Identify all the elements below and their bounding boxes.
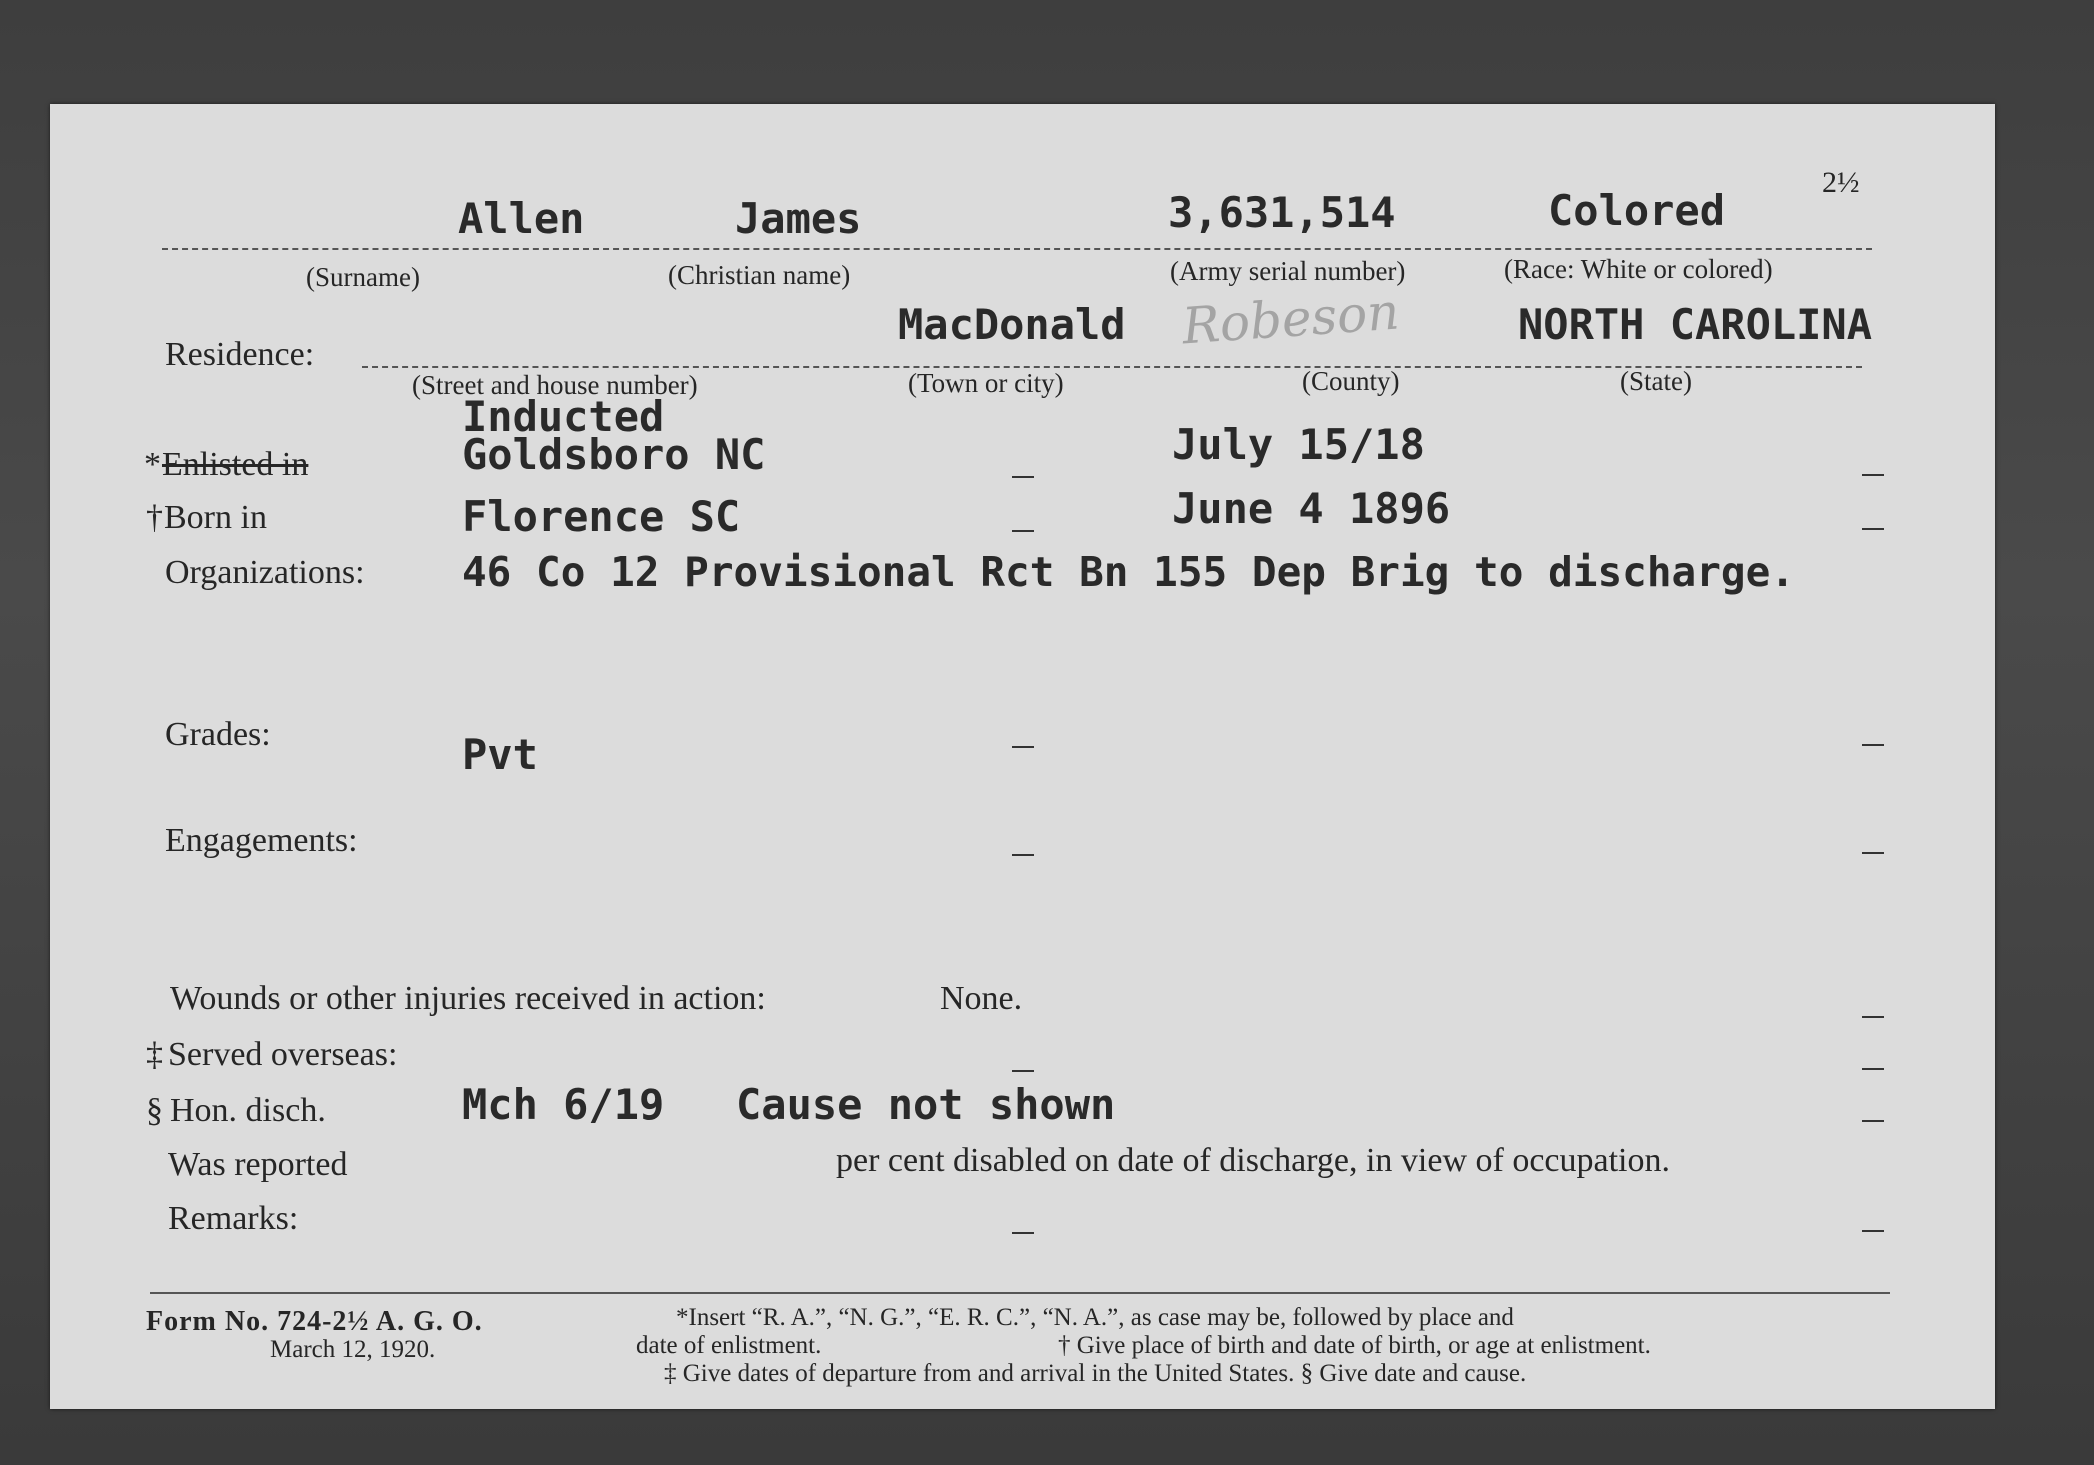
remarks-label: Remarks: bbox=[168, 1200, 299, 1237]
remarks-dash bbox=[1012, 1232, 1034, 1234]
grades-label: Grades: bbox=[165, 716, 271, 753]
form-number: Form No. 724-2½ A. G. O. bbox=[146, 1306, 483, 1337]
born-dash bbox=[1012, 530, 1034, 532]
reported-text: per cent disabled on date of discharge, in view of occupation. bbox=[836, 1142, 1670, 1179]
discharge-end-dash bbox=[1862, 1120, 1884, 1122]
reported-label: Was reported bbox=[168, 1146, 348, 1183]
residence-town-value: MacDonald bbox=[898, 300, 1126, 349]
footnote-birth: † Give place of birth and date of birth, or age at enlistment. bbox=[1058, 1332, 1651, 1359]
enlisted-end-dash bbox=[1862, 474, 1884, 476]
born-end-dash bbox=[1862, 528, 1884, 530]
footer-rule bbox=[150, 1292, 1890, 1294]
race-value: Colored bbox=[1548, 186, 1726, 235]
organizations-value: 46 Co 12 Provisional Rct Bn 155 Dep Brig to discharge. bbox=[462, 548, 1795, 596]
enlisted-dash bbox=[1012, 476, 1034, 478]
enlisted-marker: * bbox=[144, 446, 161, 483]
form-date: March 12, 1920. bbox=[270, 1336, 436, 1363]
service-record-card bbox=[50, 104, 1995, 1409]
born-date-value: June 4 1896 bbox=[1172, 484, 1451, 533]
state-caption: (State) bbox=[1620, 366, 1692, 396]
organizations-label: Organizations: bbox=[165, 554, 365, 591]
discharge-cause-value: Cause not shown bbox=[736, 1080, 1116, 1129]
serial-number-caption: (Army serial number) bbox=[1170, 256, 1406, 286]
wounds-end-dash bbox=[1862, 1016, 1884, 1018]
surname-caption: (Surname) bbox=[306, 262, 420, 292]
grades-value: Pvt bbox=[462, 730, 538, 779]
christian-name-value: James bbox=[735, 194, 862, 243]
surname-value: Allen bbox=[458, 194, 585, 243]
born-marker: † bbox=[146, 499, 163, 536]
enlisted-date-value: July 15/18 bbox=[1172, 420, 1425, 469]
christian-name-caption: (Christian name) bbox=[668, 260, 851, 290]
enlisted-place-value: Goldsboro NC bbox=[462, 430, 766, 479]
born-label: Born in bbox=[164, 499, 267, 536]
town-caption: (Town or city) bbox=[908, 368, 1064, 398]
street-caption: (Street and house number) bbox=[412, 370, 698, 400]
discharge-label: Hon. disch. bbox=[170, 1092, 326, 1129]
overseas-dash bbox=[1012, 1070, 1034, 1072]
overseas-label: Served overseas: bbox=[168, 1036, 398, 1073]
wounds-label: Wounds or other injuries received in action: bbox=[170, 980, 766, 1017]
footnote-enlistment-cont: date of enlistment. bbox=[636, 1332, 822, 1359]
residence-county-handwritten: Robeson bbox=[1180, 282, 1402, 356]
residence-label: Residence: bbox=[165, 336, 315, 373]
footnote-overseas-discharge: ‡ Give dates of departure from and arrival in the United States. § Give date and cause. bbox=[664, 1360, 1527, 1387]
engagements-dash bbox=[1012, 854, 1034, 856]
county-caption: (County) bbox=[1302, 366, 1400, 396]
engagements-label: Engagements: bbox=[165, 822, 358, 859]
overseas-end-dash bbox=[1862, 1068, 1884, 1070]
discharge-date-value: Mch 6/19 bbox=[462, 1080, 665, 1129]
grades-end-dash bbox=[1862, 744, 1884, 746]
enlisted-label-struck: Enlisted in bbox=[162, 446, 309, 483]
serial-number-value: 3,631,514 bbox=[1168, 188, 1396, 237]
footnote-enlistment: *Insert “R. A.”, “N. G.”, “E. R. C.”, “N. A.”, as case may be, followed by place and bbox=[676, 1304, 1514, 1331]
wounds-value: None. bbox=[940, 980, 1023, 1017]
name-row-rule bbox=[162, 248, 1872, 250]
born-place-value: Florence SC bbox=[462, 492, 741, 541]
enlisted-type-value: Inducted bbox=[462, 392, 665, 441]
grades-dash bbox=[1012, 746, 1034, 748]
remarks-end-dash bbox=[1862, 1230, 1884, 1232]
engagements-end-dash bbox=[1862, 852, 1884, 854]
residence-state-value: NORTH CAROLINA bbox=[1518, 300, 1873, 349]
overseas-marker: ‡ bbox=[146, 1036, 163, 1073]
discharge-marker: § bbox=[146, 1092, 163, 1129]
corner-fraction: 2½ bbox=[1822, 166, 1860, 199]
race-caption: (Race: White or colored) bbox=[1504, 254, 1773, 284]
